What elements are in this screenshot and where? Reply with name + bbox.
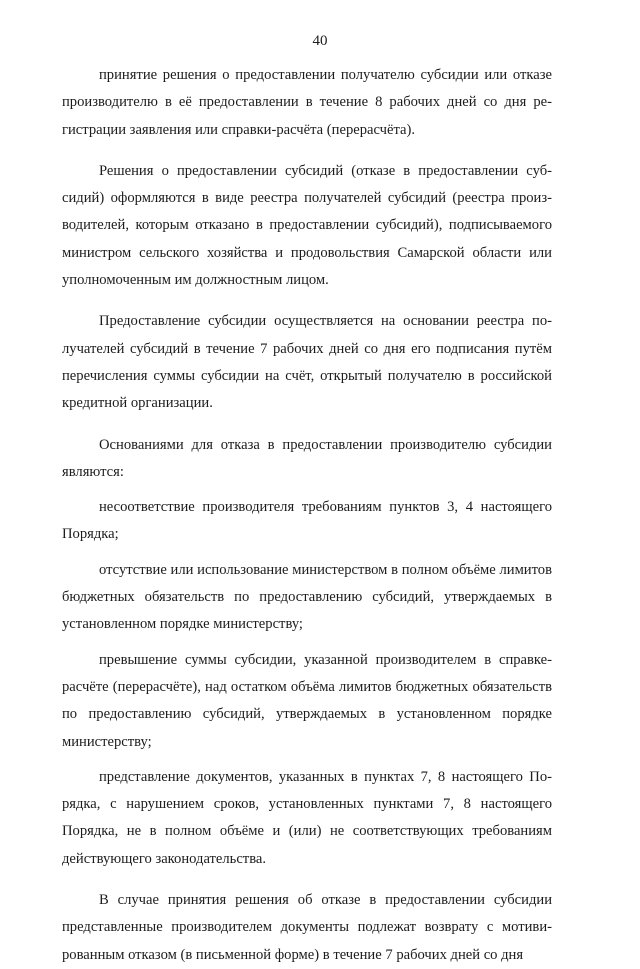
paragraph-refusal-ground-3: превышение суммы субсидии, указанной производителем в справке-расчёте (перерасчёте), над остатком объёма лимитов бюджетных обязательств по предоставлению субсидий, утверждаемых в установленном порядке министерству; <box>62 651 552 750</box>
paragraph-decision-deadline: принятие решения о предоставлении получателю субсидии или отказе производителю в её предоставлении в течение 8 рабочих дней со дня регистрации заявления или справки-расчёта (перерасчёта). <box>62 67 552 138</box>
paragraph-refusal-ground-2: отсутствие или использование министерством в полном объёме лимитов бюджетных обязательств по предоставлению субсидий, утверждаемых в установленном порядке министерству; <box>62 561 552 633</box>
page-number: 40 <box>312 33 328 49</box>
paragraph-refusal-ground-4: представление документов, указанных в пунктах 7, 8 настоящего Порядка, с нарушением сроков, установленных пунктами 7, 8 настоящего Порядка, не в полном объёме и (или) не соответствующих требованиям действующего законодательства. <box>62 768 552 867</box>
paragraph-subsidy-transfer: Предоставление субсидии осуществляется на основании реестра получателей субсидий в течение 7 рабочих дней со дня его подписания путём перечисления суммы субсидии на счёт, открытый получателю в российской кредитной организации. <box>62 313 552 412</box>
document-body <box>62 62 552 969</box>
paragraph-documents-return: В случае принятия решения об отказе в предоставлении субсидии представленные производителем документы подлежат возврату с мотивированным отказом (в письменной форме) в течение 7 рабочих дней со дня <box>62 892 552 963</box>
paragraph-refusal-grounds-intro: Основаниями для отказа в предоставлении производителю субсидии являются: <box>62 436 552 480</box>
paragraph-refusal-ground-1: несоответствие производителя требованиям пунктов 3, 4 настоящего Порядка; <box>62 499 552 543</box>
paragraph-subsidy-registry: Решения о предоставлении субсидий (отказе в предоставлении субсидий) оформляются в виде реестра получателей субсидий (реестра производителей, которым отказано в предоставлении субсидий), подписываемого министром сельского хозяйства и продовольствия Самарской области или уполномоченным им должностным лицом. <box>62 162 552 289</box>
